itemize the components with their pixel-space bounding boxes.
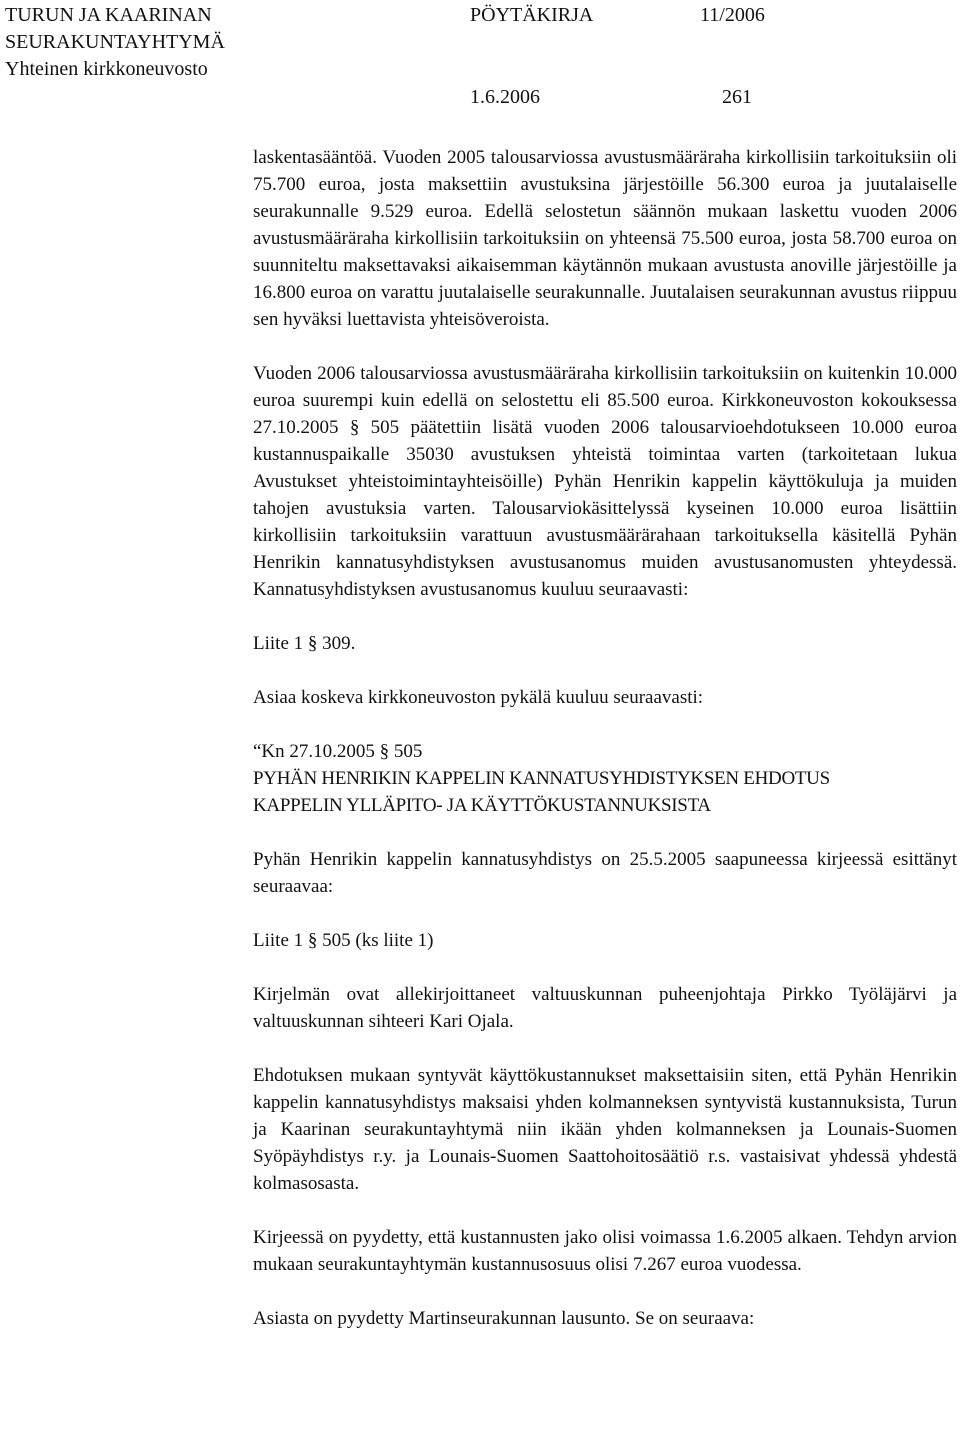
org-name: TURUN JA KAARINAN [5,4,212,26]
document-body [253,144,957,1332]
page-number: 261 [722,86,752,108]
paragraph-letter: Pyhän Henrikin kappelin kannatusyhdistys on 25.5.2005 saapuneessa kirjeessä esittänyt seuraavaa: [253,849,957,897]
quoted-section-reference: “Kn 27.10.2005 § 505 [253,741,423,762]
appendix-reference-309: Liite 1 § 309. [253,633,356,654]
paragraph-budget-2006: Vuoden 2006 talousarviossa avustusmääräraha kirkollisiin tarkoituksiin on kuitenkin 10.000 euroa suurempi kuin edellä on selostettu eli 85.500 euroa. Kirkkoneuvoston kokouksessa 27.10.2005 § 505 päätettiin lisätä vuoden 2006 talousarvioehdotukseen 10.000 euroa kustannuspaikalle 35030 avustuksen yhteistä toimintaa varten (tarkoitetaan lukua Avustukset yhteistoimintayhteisöille) Pyhän Henrikin kappelin käyttökuluja ja muiden tahojen avustuksia varten. Talousarviokäsittelyssä kyseinen 10.000 euroa lisättiin kirkollisiin tarkoituksiin varattuun avustusmäärärahaan tarkoituksella käsitellä Pyhän Henrikin kannatusyhdistyksen avustusanomus muiden avustusanomusten yhteydessä. Kannatusyhdistyksen avustusanomus kuuluu seuraavasti: [253,363,957,600]
org-union: SEURAKUNTAYHTYMÄ [5,31,225,53]
paragraph-statement: Asiasta on pyydetty Martinseurakunnan lausunto. Se on seuraava: [253,1308,755,1329]
meeting-date: 1.6.2006 [470,86,540,108]
paragraph-grant-calculation: laskentasääntöä. Vuoden 2005 talousarviossa avustusmääräraha kirkollisiin tarkoituksiin oli 75.700 euroa, josta maksettiin avustuksina järjestöille 56.300 euroa ja juutalaiselle seurakunnalle 9.529 euroa. Edellä selostetun säännön mukaan laskettu vuoden 2006 avustusmääräraha kirkollisiin tarkoituksiin on yhteensä 75.500 euroa, josta 58.700 euroa on suunniteltu maksettavaksi aikaisemman käytännön mukaan avustusta anoville järjestöille ja 16.800 euroa on varattu juutalaiselle seurakunnalle. Juutalaisen seurakunnan avustus riippuu sen hyväksi luettavista yhteisöveroista. [253,147,957,330]
org-body: Yhteinen kirkkoneuvosto [5,58,208,80]
paragraph-cost-estimate: Kirjeessä on pyydetty, että kustannusten jako olisi voimassa 1.6.2005 alkaen. Tehdyn arvion mukaan seurakuntayhtymän kustannusosuus olisi 7.267 euroa vuodessa. [253,1227,957,1275]
section-heading-line2: KAPPELIN YLLÄPITO- JA KÄYTTÖKUSTANNUKSISTA [253,795,711,816]
appendix-reference-505: Liite 1 § 505 (ks liite 1) [253,930,434,951]
section-heading-line1: PYHÄN HENRIKIN KAPPELIN KANNATUSYHDISTYKSEN EHDOTUS [253,768,830,789]
document-type: PÖYTÄKIRJA [470,4,594,26]
paragraph-section-intro: Asiaa koskeva kirkkoneuvoston pykälä kuuluu seuraavasti: [253,687,704,708]
organization-block [5,2,225,83]
document-number: 11/2006 [700,4,765,26]
paragraph-cost-split: Ehdotuksen mukaan syntyvät käyttökustannukset maksettaisiin siten, että Pyhän Henrikin kappelin kannatusyhdistys maksaisi yhden kolmanneksen syntyvistä kustannuksista, Turun ja Kaarinan seurakuntayhtymä niin ikään yhden kolmanneksen ja Lounais-Suomen Syöpäyhdistys r.y. ja Lounais-Suomen Saattohoitosäätiö r.s. vastaisivat yhdessä yhdestä kolmasosasta. [253,1065,957,1194]
paragraph-signatories: Kirjelmän ovat allekirjoittaneet valtuuskunnan puheenjohtaja Pirkko Työläjärvi ja valtuuskunnan sihteeri Kari Ojala. [253,984,957,1032]
